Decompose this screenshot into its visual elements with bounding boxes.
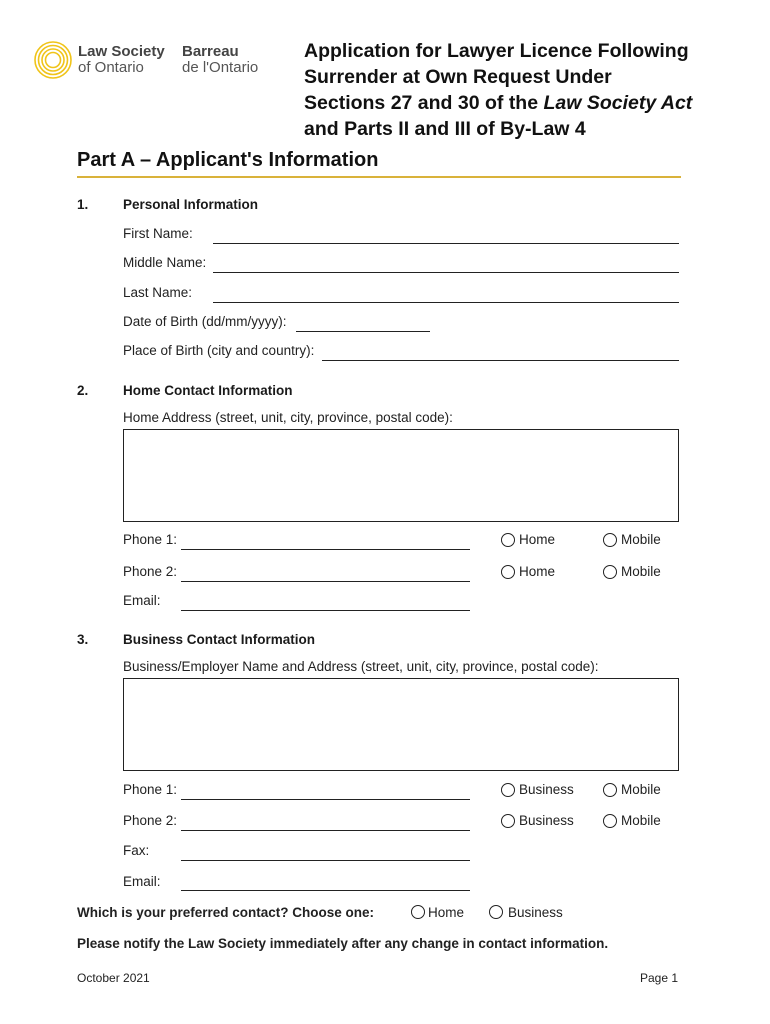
business-phone2-mobile-label: Mobile (621, 813, 661, 828)
middle-name-field[interactable] (213, 272, 679, 273)
home-phone2-mobile-radio[interactable] (603, 565, 617, 579)
business-phone2-field[interactable] (181, 830, 470, 831)
business-phone1-field[interactable] (181, 799, 470, 800)
home-phone1-mobile-label: Mobile (621, 532, 661, 547)
preferred-business-radio[interactable] (489, 905, 503, 919)
first-name-field[interactable] (213, 243, 679, 244)
title-line3-italic: Law Society Act (543, 92, 693, 114)
business-phone1-mobile-label: Mobile (621, 782, 661, 797)
title-line2: Surrender at Own Request Under (304, 66, 612, 88)
change-notice: Please notify the Law Society immediately after any change in contact information. (77, 936, 609, 951)
section2-number: 2. (77, 383, 89, 398)
home-phone2-home-label: Home (519, 564, 556, 579)
business-address-label: Business/Employer Name and Address (street, unit, city, province, postal code): (123, 659, 599, 674)
middle-name-label: Middle Name: (123, 255, 207, 270)
home-phone1-home-radio[interactable] (501, 533, 515, 547)
home-phone2-mobile-label: Mobile (621, 564, 661, 579)
logo-en-line2: of Ontario (78, 59, 144, 76)
title-line1: Application for Lawyer Licence Following (304, 40, 689, 62)
fax-field[interactable] (181, 860, 470, 861)
first-name-label: First Name: (123, 226, 193, 241)
section3-number: 3. (77, 632, 89, 647)
business-email-field[interactable] (181, 890, 470, 891)
home-phone2-home-radio[interactable] (501, 565, 515, 579)
logo-en-line1: Law Society (78, 43, 165, 60)
title-line3 (304, 90, 734, 116)
preferred-business-label: Business (508, 905, 563, 920)
gold-divider (77, 176, 681, 178)
business-address-box[interactable] (123, 678, 679, 771)
business-phone2-mobile-radio[interactable] (603, 814, 617, 828)
last-name-label: Last Name: (123, 285, 193, 300)
dob-field[interactable] (296, 331, 430, 332)
preferred-contact-question: Which is your preferred contact? Choose one: (77, 905, 375, 920)
title-line3-prefix: Sections 27 and 30 of the (304, 92, 544, 114)
home-phone1-home-label: Home (519, 532, 556, 547)
footer-page: Page 1 (640, 971, 679, 985)
section3-title: Business Contact Information (123, 632, 316, 647)
fax-label: Fax: (123, 843, 150, 858)
section1-title: Personal Information (123, 197, 259, 212)
home-phone2-field[interactable] (181, 581, 470, 582)
logo-english (78, 44, 165, 76)
business-phone1-business-label: Business (519, 782, 574, 797)
home-address-box[interactable] (123, 429, 679, 522)
home-phone1-mobile-radio[interactable] (603, 533, 617, 547)
section2-title: Home Contact Information (123, 383, 293, 398)
business-phone2-label: Phone 2: (123, 813, 178, 828)
logo-fr-line1: Barreau (182, 43, 239, 60)
preferred-home-label: Home (428, 905, 465, 920)
business-phone2-business-label: Business (519, 813, 574, 828)
home-email-field[interactable] (181, 610, 470, 611)
home-email-label: Email: (123, 593, 161, 608)
business-email-label: Email: (123, 874, 161, 889)
preferred-home-radio[interactable] (411, 905, 425, 919)
title-line4: and Parts II and III of By-Law 4 (304, 118, 586, 140)
footer-date: October 2021 (77, 971, 150, 985)
business-phone1-label: Phone 1: (123, 782, 178, 797)
home-phone2-label: Phone 2: (123, 564, 178, 579)
law-society-logo-icon (33, 40, 73, 80)
home-phone1-field[interactable] (181, 549, 470, 550)
dob-label: Date of Birth (dd/mm/yyyy): (123, 314, 287, 329)
pob-field[interactable] (322, 360, 679, 361)
pob-label: Place of Birth (city and country): (123, 343, 315, 358)
last-name-field[interactable] (213, 302, 679, 303)
logo-fr-line2: de l'Ontario (182, 59, 259, 76)
section1-number: 1. (77, 197, 89, 212)
part-title: Part A – Applicant's Information (77, 149, 379, 171)
business-phone1-business-radio[interactable] (501, 783, 515, 797)
business-phone1-mobile-radio[interactable] (603, 783, 617, 797)
business-phone2-business-radio[interactable] (501, 814, 515, 828)
form-title (304, 38, 734, 142)
home-address-label: Home Address (street, unit, city, province, postal code): (123, 410, 453, 425)
home-phone1-label: Phone 1: (123, 532, 178, 547)
logo-french (182, 44, 258, 76)
